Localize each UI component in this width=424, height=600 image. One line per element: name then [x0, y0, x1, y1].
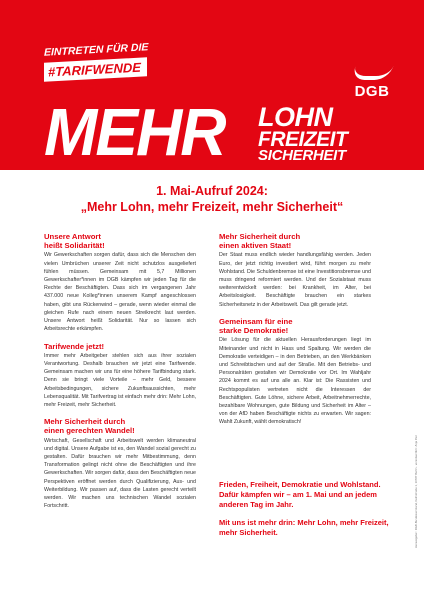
headline-freizeit: FREIZEIT	[258, 127, 348, 151]
headline-sicherheit: SICHERHEIT	[258, 147, 346, 165]
section-text: Immer mehr Arbeitgeber stehlen sich aus ihrer sozialen Verantwortung. Deshalb brauchen wir jetzt eine Tarifwende. Gemeinsam machen wir uns für eine höhere Tarifbindung stark. Denn sie bringt viele Vorteile – mehr Geld, bessere Arbeitsbedingungen, sichere Zukunftsaussichten, mehr Lebensqualität. Mit Tarifvertrag ist einfach mehr drin: Mehr Lohn, mehr Freizeit, mehr Sicherheit.	[44, 352, 196, 408]
right-column	[219, 232, 371, 435]
section-demokratie	[219, 317, 371, 427]
headline-lohn: LOHN	[258, 102, 333, 132]
headline-mehr: MEHR	[44, 94, 225, 170]
section-heading: Mehr Sicherheit durch einen gerechten Wandel!	[44, 417, 135, 436]
left-column	[44, 232, 196, 518]
section-heading: Tarifwende jetzt!	[44, 341, 105, 351]
section-heading: Gemeinsam für eine starke Demokratie!	[219, 316, 293, 336]
dgb-logo	[347, 66, 397, 100]
imprint-text: Herausgeber: DGB-Bundesvorstand, Keithstraße 1, 10787 Berlin · verantwortlich: Anja Piel	[414, 435, 418, 548]
campaign-kicker: EINTRETEN FÜR DIE	[44, 41, 149, 59]
section-heading: Unsere Antwort heißt Solidarität!	[44, 232, 105, 251]
section-solidaritaet	[44, 232, 196, 334]
header-banner	[0, 0, 424, 170]
section-text: Die Lösung für die aktuellen Herausforderungen liegt im Miteinander und nicht in Hass und Spaltung. Wir werden die Demokratie verteidigen – in den Betrieben, an den Werkbänken und Schreibtischen und auf der Straße. Mit den Betriebs- und Personalräten gestalten wir Demokratie vor Ort. Im Wahljahr 2024 kommt es auf uns alle an. Klar ist: Die Rassisten und Rechtspopulisten vertreten nicht die Interessen der Beschäftigten. Gute Löhne, sichere Arbeit, Arbeitnehmerrechte, bezahlbare Wohnungen, gute Bildung und Sicherheit im Alter – von der AfD haben Beschäftigte nichts zu erwarten. Wir sagen: Wahlt Zukunft, wählt demokratisch!	[219, 337, 371, 426]
section-aktiver-staat	[219, 232, 371, 309]
closing-slogan: Mit uns ist mehr drin: Mehr Lohn, mehr Freizeit, mehr Sicherheit.	[219, 517, 389, 537]
section-heading: Mehr Sicherheit durch einen aktiven Staat!	[219, 232, 301, 251]
imprint-vertical	[412, 290, 418, 550]
page-title-line2: „Mehr Lohn, mehr Freizeit, mehr Sicherheit“	[80, 200, 344, 214]
section-gerechter-wandel	[44, 417, 196, 510]
campaign-hashtag: #TARIFWENDE	[44, 57, 147, 81]
section-text: Der Staat muss endlich wieder handlungsfähig werden. Jeden Euro, der jetzt richtig investiert wird, führt morgen zu mehr Wohlstand. Die Schuldenbremse ist eine Investitionsbremse und muss dringend reformiert werden. Und der Sozialstaat muss weiterentwickelt werden: bei Krankheit, im Alter, bei Arbeitslosigkeit. Beschäftigte brauchen ein starkes Sicherheitsnetz in der Arbeitswelt. Das gilt gerade jetzt.	[219, 252, 371, 308]
section-text: Wir Gewerkschaften sorgen dafür, dass sich die Menschen den vielen Umbrüchen unserer Zeit nicht schutzlos ausgeliefert fühlen müssen. Gemeinsam mit 5,7 Millionen Gewerkschafter*innen im DGB kämpfen wir jeden Tag für die Rechte der Beschäftigten. Dass sich im vergangenen Jahr 437.000 neue Kolleg*innen unserem Kampf angeschlossen haben, gibt uns Rückenwind – gerade, wenn wieder einmal die gleichen Rufe nach einem neuen Streikrecht laut werden. Unsere Antwort heißt Solidarität. Nur so lassen sich Arbeitsrechte erkämpfen.	[44, 252, 196, 333]
closing-paragraph: Frieden, Freiheit, Demokratie und Wohlstand. Dafür kämpfen wir – am 1. Mai und an jedem anderen Tag im Jahr.	[219, 480, 381, 509]
section-text: Wirtschaft, Gesellschaft und Arbeitswelt werden klimaneutral und digital. Unsere Aufgabe ist es, den Wandel sozial gerecht zu gestalten. Dafür brauchen wir mehr Mitbestimmung, denn Transformation gelingt nicht ohne die Beschäftigten und ihre Gewerkschaften. Wir sorgen dafür, dass den Beschäftigten neue Perspektiven eröffnet werden durch Qualifizierung, Aus- und Weiterbildung. Wir passen auf, dass die Lasten gerecht verteilt werden. Wir machen uns technischen Wandel sozialen Fortschritt.	[44, 437, 196, 510]
section-tarifwende	[44, 342, 196, 410]
dgb-logo-wing-icon	[350, 66, 393, 80]
dgb-logo-text: DGB	[354, 83, 390, 100]
headline-stack	[258, 102, 348, 165]
closing-statement	[219, 480, 389, 546]
page-title-line1: 1. Mai-Aufruf 2024:	[156, 184, 268, 198]
